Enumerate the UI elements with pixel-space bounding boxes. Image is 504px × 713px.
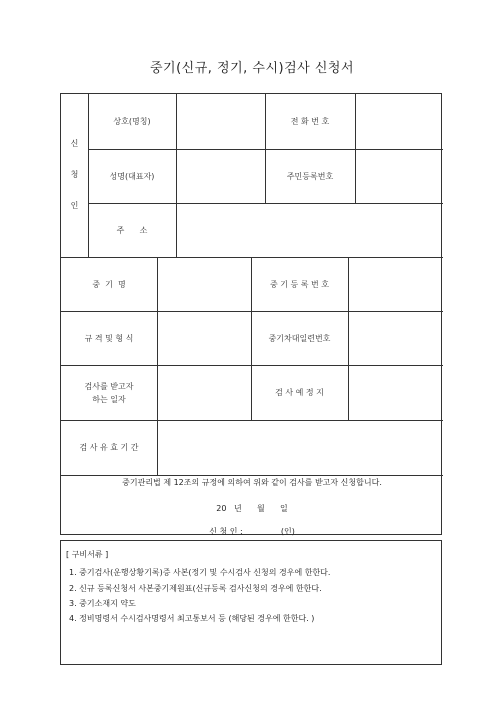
inspection-place-label: 검 사 예 정 지 — [275, 388, 324, 397]
inspection-date-label-line2: 하는 일자 — [92, 394, 126, 404]
inspection-date-label-line1: 검사를 받고자 — [84, 381, 134, 391]
side-char-3: 인 — [70, 200, 79, 210]
document-item: 1. 중기검사(운행상황기록)증 사본(정기 및 수시검사 신청의 경우에 한한다. — [69, 568, 331, 577]
declaration-signer: 신 청 인 : (인) — [209, 527, 295, 536]
resident-number-label: 주민등록번호 — [286, 171, 334, 181]
phone-field[interactable] — [355, 94, 443, 149]
phone-label: 전 화 번 호 — [290, 117, 330, 126]
document-item: 4. 정비명령서 수시검사명령서 최고통보서 등 (해당된 경우에 한한다. ) — [69, 614, 315, 623]
inspection-place-field[interactable] — [348, 365, 443, 420]
spec-type-field[interactable] — [157, 311, 251, 365]
declaration-text: 중기관리법 제 12조의 규정에 의하여 위와 같이 검사를 받고자 신청합니다. — [122, 478, 382, 487]
representative-name-field[interactable] — [176, 149, 265, 203]
side-char-1: 신 — [70, 138, 79, 148]
resident-number-field[interactable] — [355, 149, 443, 203]
representative-name-label: 성명(대표자) — [109, 171, 155, 181]
spec-type-label: 규 격 및 형 식 — [84, 333, 134, 343]
required-documents-header: [ 구비서류 ] — [66, 550, 109, 559]
document-item: 2. 신규 등록신청서 사본중기제원표(신규등록 검사신청의 경우에 한한다. — [69, 584, 322, 593]
page-title: 중기(신규, 정기, 수시)검사 신청서 — [149, 61, 355, 76]
address-field[interactable] — [176, 203, 443, 257]
inspection-date-label — [61, 365, 157, 420]
inspection-date-field[interactable] — [157, 365, 251, 420]
applicant-side-label — [61, 124, 88, 224]
application-form-table — [60, 93, 442, 535]
company-name-field[interactable] — [176, 94, 265, 149]
validity-period-field[interactable] — [157, 420, 443, 475]
document-item: 3. 중기소재지 약도 — [69, 599, 136, 608]
declaration-date: 20 년 월 일 — [216, 504, 288, 513]
chassis-number-label: 중기차대일련번호 — [268, 333, 331, 343]
side-char-2: 청 — [70, 169, 79, 179]
machine-name-field[interactable] — [157, 257, 251, 311]
validity-period-label: 검 사 유 효 기 간 — [79, 443, 139, 452]
required-documents-box — [60, 540, 442, 665]
machine-name-label: 중 기 명 — [92, 279, 126, 289]
company-name-label: 상호(명칭) — [113, 117, 151, 126]
machine-registration-field[interactable] — [348, 257, 443, 311]
address-label: 주 소 — [116, 225, 148, 235]
machine-registration-label: 중 기 등 록 번 호 — [269, 279, 330, 289]
chassis-number-field[interactable] — [348, 311, 443, 365]
